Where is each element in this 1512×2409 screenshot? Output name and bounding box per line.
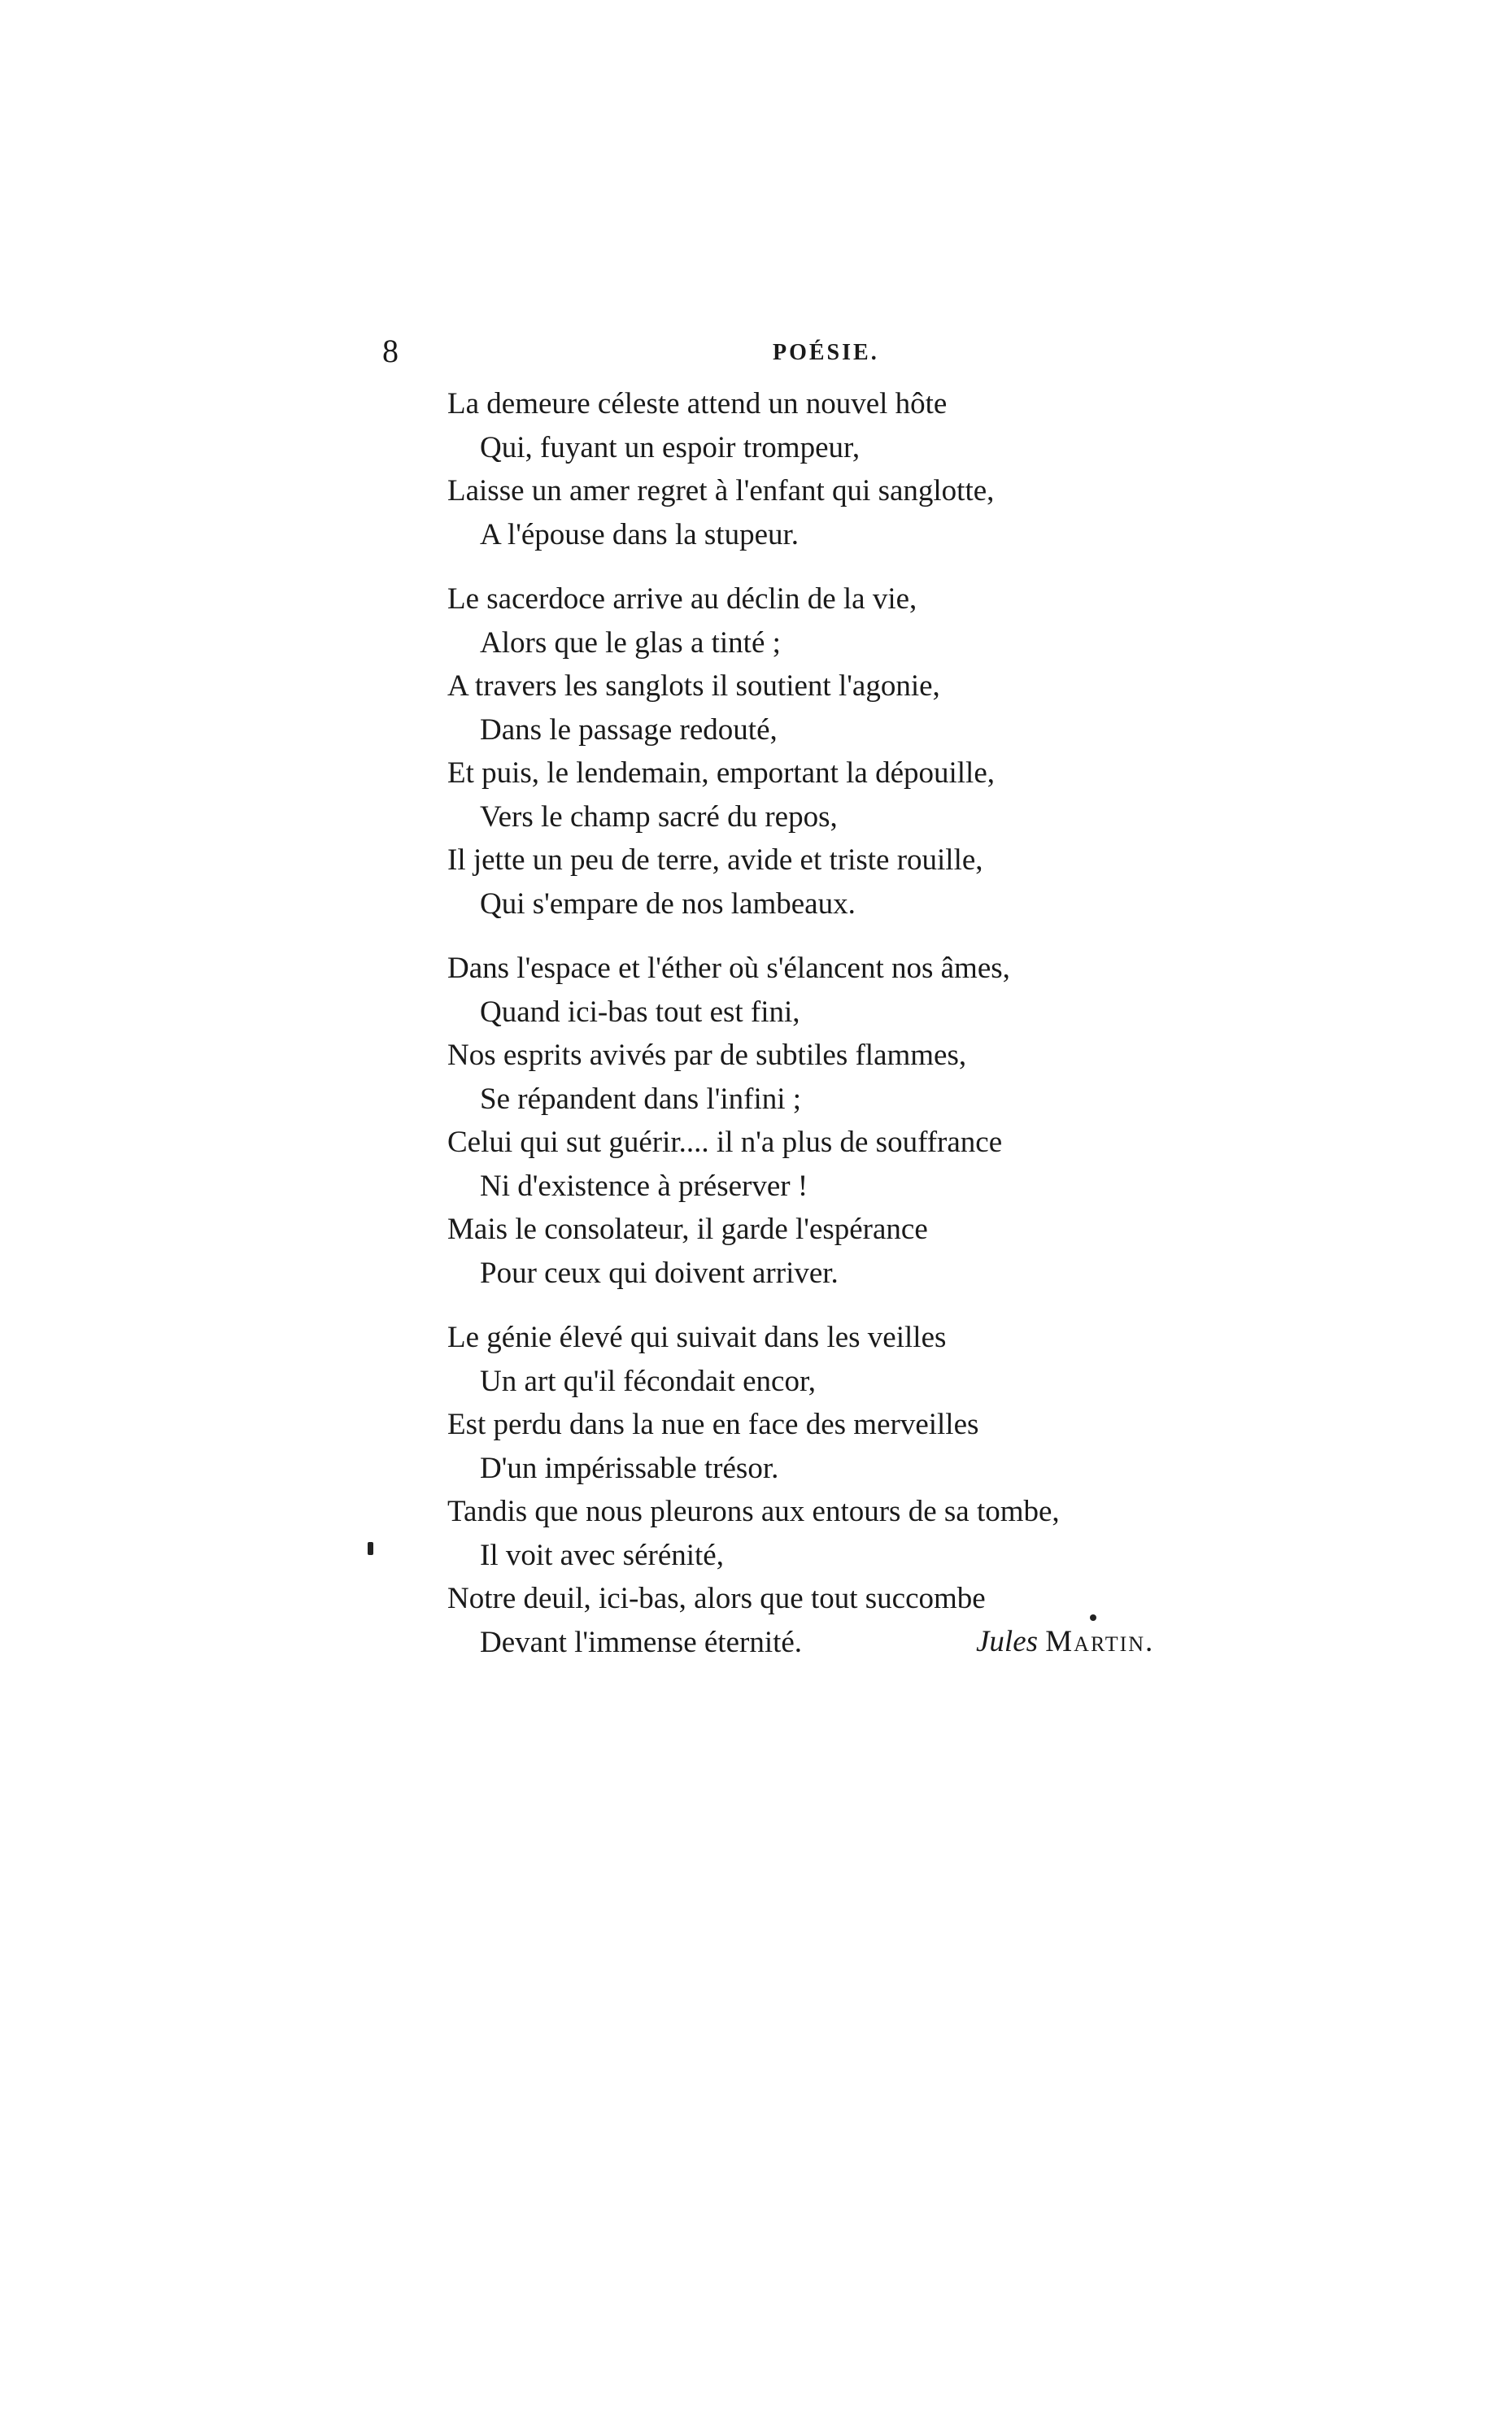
verse: Dans l'espace et l'éther où s'élancent nos âmes,	[447, 952, 1010, 985]
verse: Quand ici-bas tout est fini,	[480, 995, 800, 1029]
verse: Nos esprits avivés par de subtiles flammes,	[447, 1039, 967, 1072]
verse: A travers les sanglots il soutient l'agonie,	[447, 669, 940, 703]
stanza-3	[447, 947, 1261, 1295]
verse: Et puis, le lendemain, emportant la dépouille,	[447, 756, 996, 790]
verse: Le sacerdoce arrive au déclin de la vie,	[447, 582, 917, 616]
verse: Mais le consolateur, il garde l'espérance	[447, 1213, 928, 1246]
verse: Qui, fuyant un espoir trompeur,	[480, 430, 861, 464]
stanza-2	[447, 577, 1261, 926]
verse: A l'épouse dans la stupeur.	[480, 517, 800, 551]
verse: Est perdu dans la nue en face des merveilles	[447, 1408, 979, 1441]
page-number: 8	[382, 333, 399, 369]
verse: Ni d'existence à préserver !	[480, 1169, 808, 1203]
verse: Il voit avec sérénité,	[480, 1538, 724, 1572]
verse: Laisse un amer regret à l'enfant qui sanglotte,	[447, 474, 995, 508]
running-title: POÉSIE.	[773, 340, 879, 365]
verse: Vers le champ sacré du repos,	[480, 799, 838, 834]
verse: Pour ceux qui doivent arriver.	[480, 1256, 839, 1290]
verse: Le génie élevé qui suivait dans les veilles	[447, 1321, 947, 1354]
ink-speck	[1090, 1614, 1096, 1621]
author-family-name: Martin.	[1045, 1625, 1155, 1658]
stanza-4	[447, 1316, 1261, 1664]
verse: Dans le passage redouté,	[480, 712, 778, 747]
verse: Se répandent dans l'infini ;	[480, 1082, 802, 1116]
verse: Alors que le glas a tinté ;	[480, 625, 781, 660]
verse: Qui s'empare de nos lambeaux.	[480, 886, 856, 921]
verse: Il jette un peu de terre, avide et triste rouille,	[447, 843, 983, 877]
verse: Celui qui sut guérir.... il n'a plus de souffrance	[447, 1126, 1003, 1159]
poem	[447, 382, 1261, 1685]
author-given-name: Jules	[976, 1625, 1039, 1658]
verse: D'un impérissable trésor.	[480, 1451, 779, 1485]
ink-speck	[368, 1542, 373, 1555]
verse: Devant l'immense éternité.	[480, 1625, 803, 1659]
verse: La demeure céleste attend un nouvel hôte	[447, 387, 948, 420]
author-signature	[976, 1627, 1154, 1657]
verse: Tandis que nous pleurons aux entours de sa tombe,	[447, 1495, 1060, 1528]
verse: Un art qu'il fécondait encor,	[480, 1364, 817, 1398]
stanza-1	[447, 382, 1261, 556]
verse: Notre deuil, ici-bas, alors que tout succombe	[447, 1582, 986, 1615]
